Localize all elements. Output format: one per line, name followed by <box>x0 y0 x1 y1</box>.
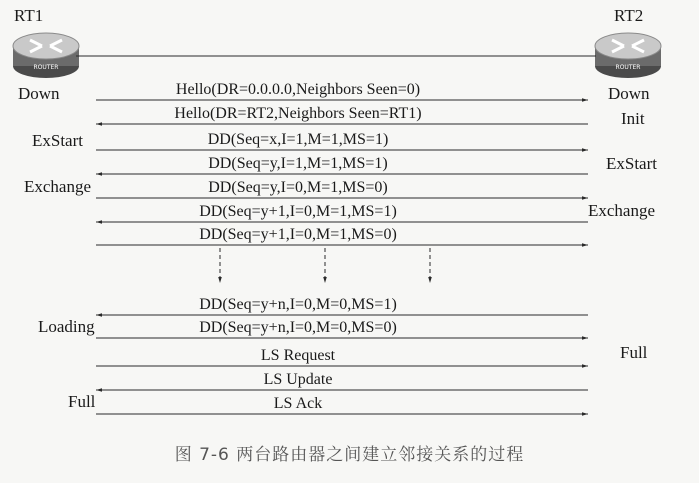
continuation-arrows <box>220 248 430 283</box>
rt2-label: RT2 <box>614 6 644 25</box>
rt2-router-badge: ROUTER <box>615 64 641 71</box>
rt2-state-init: Init <box>621 109 645 128</box>
rt2-state-exstart: ExStart <box>606 154 657 173</box>
rt2-state-down: Down <box>608 84 650 103</box>
message-label-5: DD(Seq=y,I=0,M=1,MS=0) <box>208 179 388 196</box>
rt1-state-exchange: Exchange <box>24 177 92 196</box>
figure-caption: 图 7-6 两台路由器之间建立邻接关系的过程 <box>174 445 525 465</box>
message-label-3: DD(Seq=x,I=1,M=1,MS=1) <box>207 131 389 148</box>
rt1-router-icon <box>13 33 79 78</box>
rt1-state-full: Full <box>68 392 96 411</box>
message-label-4: DD(Seq=y,I=1,M=1,MS=1) <box>208 155 388 172</box>
rt1-label: RT1 <box>14 6 44 25</box>
message-label-10: LS Request <box>260 347 336 364</box>
rt1-state-loading: Loading <box>38 317 95 336</box>
rt2-state-full: Full <box>620 343 648 362</box>
message-label-1: Hello(DR=0.0.0.0,Neighbors Seen=0) <box>175 81 421 98</box>
message-label-12: LS Ack <box>273 395 323 412</box>
message-label-2: Hello(DR=RT2,Neighbors Seen=RT1) <box>174 105 422 122</box>
message-label-6: DD(Seq=y+1,I=0,M=1,MS=1) <box>199 203 397 220</box>
rt2-router-icon <box>595 33 661 78</box>
rt2-state-exchange: Exchange <box>588 201 656 220</box>
rt1-state-exstart: ExStart <box>32 131 83 150</box>
message-label-8: DD(Seq=y+n,I=0,M=0,MS=1) <box>199 296 397 313</box>
rt1-router-badge: ROUTER <box>33 64 59 71</box>
message-label-9: DD(Seq=y+n,I=0,M=0,MS=0) <box>199 319 397 336</box>
message-label-7: DD(Seq=y+1,I=0,M=1,MS=0) <box>199 226 397 243</box>
message-label-11: LS Update <box>263 371 333 388</box>
rt1-state-down: Down <box>18 84 60 103</box>
